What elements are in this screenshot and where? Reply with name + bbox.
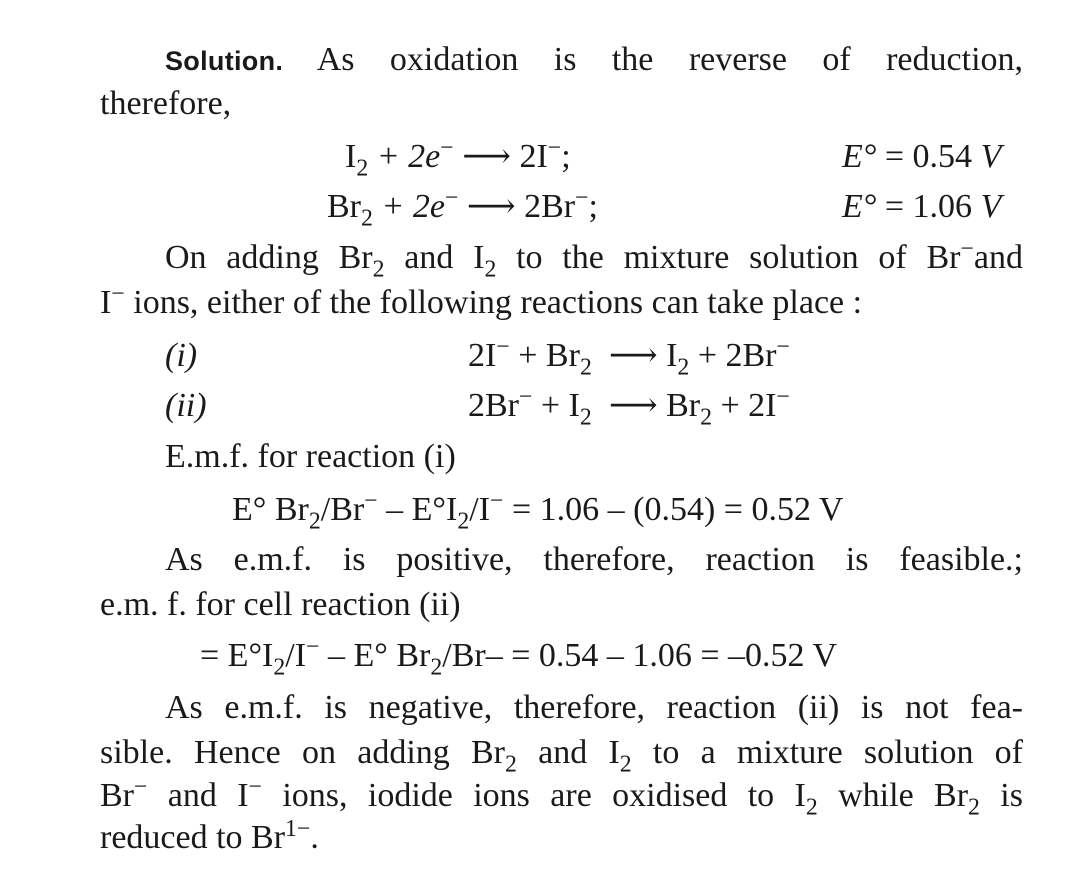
para3-line-4: reduced to $Br^{1-}$.	[100, 816, 319, 856]
half-reaction-iodine: $I_2 + 2e^-$ ⟶ 2I−;	[345, 135, 571, 182]
arrow-icon: ⟶	[608, 337, 658, 374]
emf-ii-equation: = $E^\circ I_2/I^- - E^\circ$ $Br_2/Br- = 0.54 - 1.06 = -0.52$ V	[200, 634, 838, 681]
arrow-icon: ⟶	[608, 387, 658, 424]
para3-line-3: Br− and I− ions, iodide ions are oxidised to $I_2$ while $Br_2$ is	[100, 774, 1023, 821]
potential-bromine: E° = 1.06 V	[842, 188, 1002, 225]
solution-line-1	[165, 40, 1023, 81]
arrow-icon: ⟶	[462, 138, 511, 175]
reaction-ii: $2Br^- + I_2$ ⟶ $Br_2 + 2I^-$	[468, 384, 790, 431]
para3-line-2: sible. Hence on adding $Br_2$ and $I_2$ to a mixture solution of	[100, 734, 1024, 778]
reaction-label-i: (i)	[165, 337, 198, 374]
reaction-label-ii: (ii)	[165, 387, 207, 424]
para2-line-1: As e.m.f. is positive, therefore, reaction is feasible.;	[165, 541, 1023, 578]
reaction-i: $2I^- + Br_2$ ⟶ $I_2 + 2Br^-$	[468, 334, 790, 381]
emf-i-heading: E.m.f. for reaction (i)	[165, 438, 456, 475]
para1-line-1: On adding $Br_2$ and $I_2$ to the mixture solution of Br−and	[165, 236, 1023, 283]
para2-line-2: e.m. f. for cell reaction (ii)	[100, 586, 461, 623]
solution-label: Solution.	[165, 46, 284, 76]
solution-line-2: therefore,	[100, 85, 232, 122]
potential-iodine: E° = 0.54 V	[842, 138, 1002, 175]
half-reaction-bromine: $Br_2 + 2e^-$ ⟶ 2Br−;	[327, 185, 598, 232]
para3-line-1: As e.m.f. is negative, therefore, reaction (ii) is not fea-	[165, 689, 1023, 726]
emf-i-equation: E° $Br_2/Br^- - E^\circ I_2/I^- = 1.06 - (0.54) = 0.52$ V	[232, 488, 844, 535]
solution-text: As oxidation is the reverse of reduction,	[316, 41, 1024, 78]
para1-line-2: I− ions, either of the following reactions can take place :	[100, 281, 863, 321]
arrow-icon: ⟶	[466, 188, 516, 225]
